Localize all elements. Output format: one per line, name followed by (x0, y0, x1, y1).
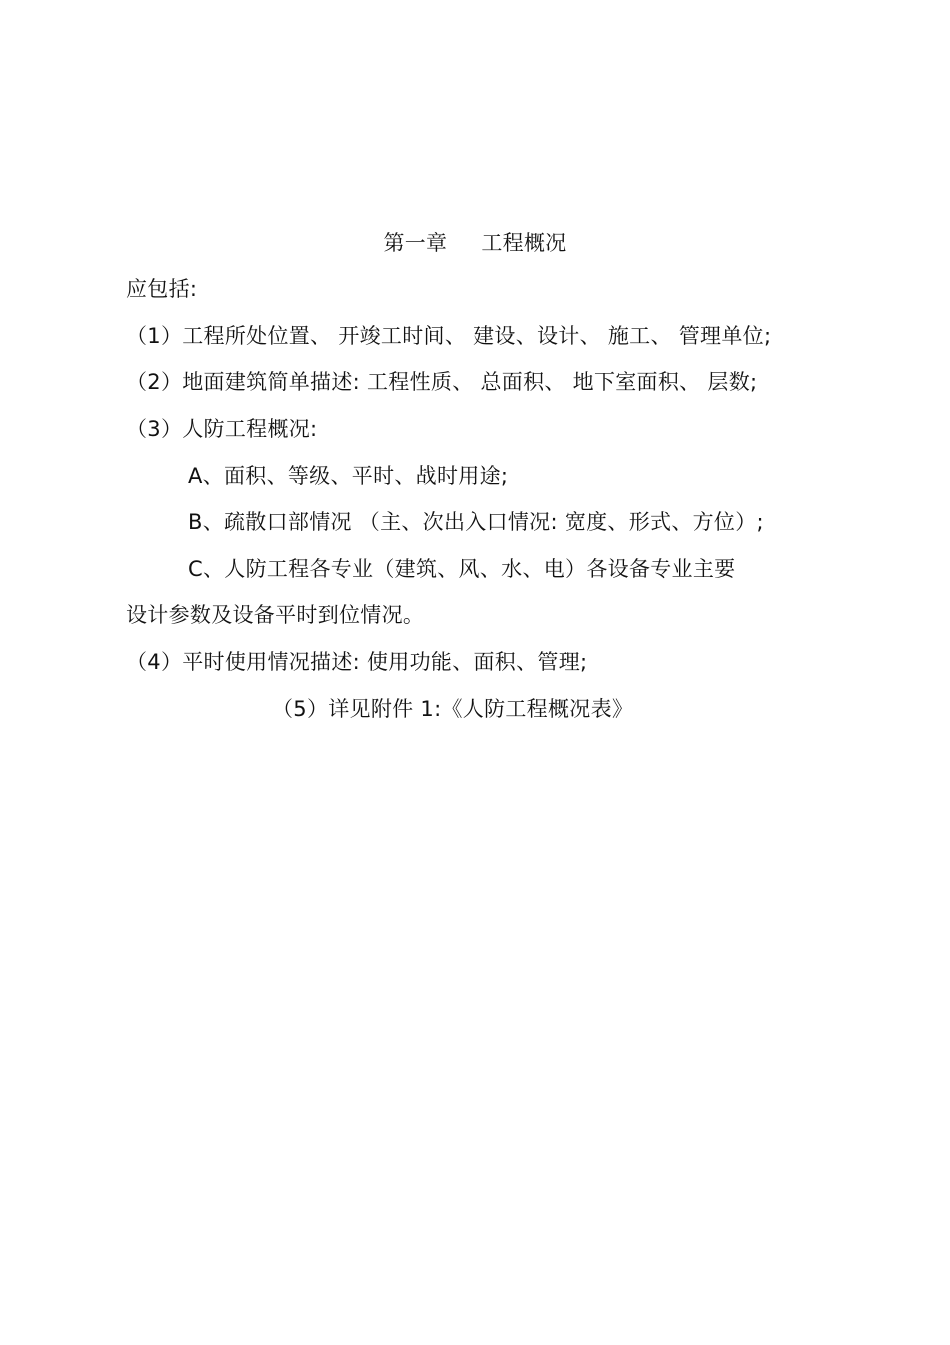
sub-item-c: C、人防工程各专业（建筑、风、水、电）各设备专业主要 (188, 557, 736, 581)
intro-line: 应包括: (126, 277, 198, 301)
sub-item-c-continuation: 设计参数及设备平时到位情况。 (126, 603, 425, 627)
chapter-title: 工程概况 (481, 231, 567, 255)
chapter-number: 第一章 (383, 231, 448, 255)
item-3: （3）人防工程概况: (126, 417, 318, 441)
item-5: （5）详见附件 1:《人防工程概况表》 (272, 697, 634, 721)
item-2: （2）地面建筑简单描述: 工程性质、 总面积、 地下室面积、 层数; (126, 370, 758, 394)
sub-item-a: A、面积、等级、平时、战时用途; (188, 464, 509, 488)
item-1: （1）工程所处位置、 开竣工时间、 建设、设计、 施工、 管理单位; (126, 324, 772, 348)
sub-item-b: B、疏散口部情况 （主、次出入口情况: 宽度、形式、方位）; (188, 510, 764, 534)
chapter-heading (0, 228, 950, 258)
item-4: （4）平时使用情况描述: 使用功能、面积、管理; (126, 650, 588, 674)
